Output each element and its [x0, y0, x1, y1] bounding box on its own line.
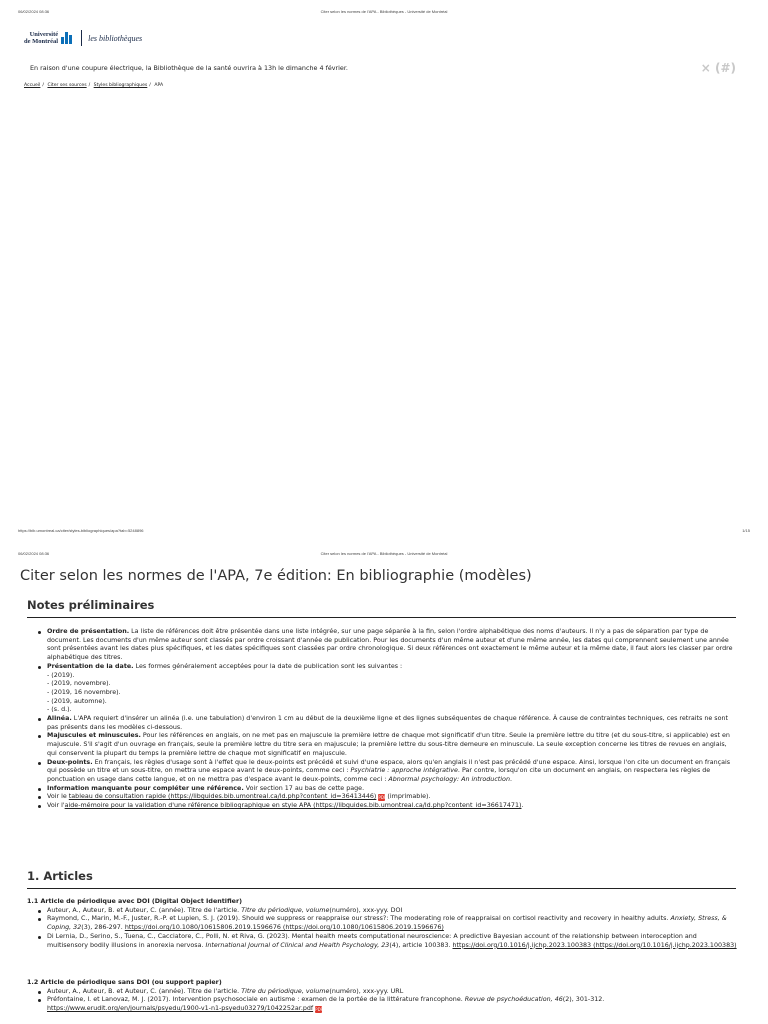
list-item — [37, 715, 737, 732]
note-text: . — [509, 775, 512, 783]
ref-text: (numéro), xxx-yyy. URL — [329, 987, 404, 995]
ref-journal: Titre du périodique, volume — [241, 987, 330, 995]
list-item — [37, 793, 737, 802]
ref-text: Préfontaine, I. et Lanovaz, M. J. (2017). Intervention psychosociale en autisme : examen de la portée de la littérature francophone. — [47, 996, 465, 1004]
memo-link[interactable]: aide-mémoire pour la validation d'une référence bibliographique en style APA (https://libguides.bib.umontreal.ca/ld.php?content_id=36617471) — [64, 802, 522, 810]
print-title: Citer selon les normes de l'APA - Bibliothèques - Université de Montréal — [320, 9, 448, 14]
page-title: Citer selon les normes de l'APA, 7e édition: En bibliographie (modèles) — [20, 568, 532, 584]
note-label: Information manquante pour compléter une référence. — [47, 784, 244, 792]
note-label: Ordre de présentation. — [47, 628, 130, 635]
breadcrumb-sep: / — [149, 83, 151, 88]
breadcrumb-sep: / — [42, 83, 44, 88]
logo-divider — [81, 30, 82, 46]
pdf-icon: PDF — [378, 795, 387, 801]
date-form: - (2019). — [47, 671, 75, 679]
note-text: Voir le — [47, 793, 69, 801]
print-url: https://bib.umontreal.ca/citer/styles-bibliographiques/apa?tab=5248896 — [18, 528, 144, 533]
date-form: - (2019, automne). — [47, 697, 107, 705]
list-item — [37, 933, 739, 950]
note-label: Majuscules et minuscules. — [47, 732, 141, 740]
ref-journal: International Journal of Clinical and Health Psychology, 23 — [205, 941, 390, 949]
note-label: Présentation de la date. — [47, 662, 134, 670]
logo-line2: de Montréal — [24, 38, 59, 45]
note-text: (imprimable). — [385, 793, 431, 801]
note-label: Alinéa. — [47, 715, 72, 723]
doi-link[interactable]: https://doi.org/10.1080/10615806.2019.1596676 (https://doi.org/10.1080/10615806.2019.1596676) — [124, 924, 444, 932]
ref-text: (3), 286-297. — [81, 924, 125, 932]
ref-text: Raymond, C., Marin, M.-F., Juster, R.-P. et Lupien, S. J. (2019). Should we suppress or reappraise our stress?: The moderating role of reappraisal on cortisol reactivity and recovery in healthy adults. — [47, 915, 671, 923]
ref-journal: Revue de psychoéducation, 46 — [464, 996, 563, 1004]
note-text: L'APA requiert d'insérer un alinéa (i.e. une tabulation) d'environ 1 cm au début de la deuxième ligne et des lignes subséquentes de chaque référence. À cause de contraintes techniques, ces retraits ne sont pas présents dans les modèles ci-dessous. — [47, 715, 728, 731]
date-form: - (2019, 16 novembre). — [47, 688, 121, 696]
note-text: En français, les règles d'usage sont à l'effet que le deux-points est précédé et suivi d'une espace, alors qu'en anglais il n'est pas précédé d'une espace. Ainsi, lorsque l'on cite un document en français qui possède un titre et un sous-titre, on mettra une espace avant le deux-points, comme ceci : — [47, 758, 731, 775]
ref-text: (2), 301-312. — [562, 996, 605, 1004]
ref-text: (numéro), xxx-yyy. DOI — [329, 906, 403, 914]
erudit-link[interactable]: https://www.erudit.org/en/journals/psyedu/1900-v1-n1-psyedu03279/1042252ar.pdf — [47, 1005, 314, 1013]
logo-line1: Université — [29, 31, 59, 38]
articles-heading: 1. Articles — [27, 869, 93, 883]
breadcrumb-current: APA — [154, 83, 164, 88]
breadcrumb-sep: / — [88, 83, 91, 88]
list-item — [37, 759, 737, 785]
alert-notice: En raison d'une coupure électrique, la Bibliothèque de la santé ouvrira à 13h le dimanche 4 février. — [30, 64, 348, 72]
libraries-wordmark: les bibliothèques — [88, 33, 143, 43]
example-en: Abnormal psychology: An introduction — [388, 775, 510, 783]
section-title: 1.1 Article de périodique avec DOI (Digital Object Identifier) — [27, 898, 243, 905]
ref-journal: Titre du périodique, volume — [241, 906, 330, 914]
note-text: La liste de références doit être présentée dans une liste intégrée, sur une page séparée à la fin, selon l'ordre alphabétique des noms d'auteurs. Il n'y a pas de séparation par type de document. Les documents d'un même auteur sont classés par ordre croissant d'année de publication. Pour les documents d'un même auteur et d'une même année, les dates qui comprennent seulement une année sont présentées avant les dates plus spécifiques, et les dates spécifiques sont classées par ordre chronologique. Si deux références ont exactement le même auteur et la même date, il faut alors les classer par ordre alphabétique des titres. — [47, 628, 733, 662]
note-text: Voir l' — [47, 802, 65, 810]
ref-text: Auteur, A., Auteur, B. et Auteur, C. (année). Titre de l'article. — [47, 987, 242, 995]
note-text: Pour les références en anglais, on ne met pas en majuscule la première lettre de chaque mot significatif d'un titre. Seule la première lettre du titre (et du sous-titre, si applicable) est en majuscule. S'il s'agit d'un ouvrage en français, seule la première lettre du titre sera en majuscule; la première lettre du sous-titre demeure en minuscule. La seule exception concerne les titres de revues en anglais, qui conservent la plupart du temps la première lettre de chaque mot significatif en majuscule. — [47, 732, 730, 757]
section-1-2 — [27, 979, 739, 1014]
date-form: - (2019, novembre). — [47, 680, 111, 688]
ref-text: Di Lernia, D., Serino, S., Tuena, C., Cacciatore, C., Polli, N. et Riva, G. (2023). Mental health meets computational neuroscience: A predictive Bayesian account of the relationship between interoception and multisensory bodily illusions in anorexia nervosa. — [47, 932, 697, 949]
breadcrumb-home[interactable]: Accueil — [24, 83, 41, 88]
print-date: 06/02/2024 08:36 — [18, 9, 50, 14]
list-item — [37, 915, 739, 932]
notes-list — [37, 628, 737, 811]
ref-journal: Anxiety, Stress, & Coping, 32 — [47, 915, 727, 932]
list-item — [37, 663, 737, 715]
date-form: - (s. d.). — [47, 706, 72, 714]
pdf-icon: PDF — [315, 1007, 323, 1013]
print-date: 06/02/2024 08:36 — [18, 551, 50, 556]
quick-reference-link[interactable]: tableau de consultation rapide (https://libguides.bib.umontreal.ca/ld.php?content_id=36413446) — [68, 793, 377, 801]
list-item — [37, 802, 737, 811]
divider — [27, 888, 736, 889]
print-title: Citer selon les normes de l'APA - Bibliothèques - Université de Montréal — [320, 551, 448, 556]
divider — [27, 617, 736, 618]
note-text: . — [521, 802, 524, 810]
udem-wordmark — [24, 31, 58, 45]
breadcrumb-citer[interactable]: Citer ses sources — [47, 83, 87, 88]
list-item — [37, 785, 737, 794]
doi-link[interactable]: https://doi.org/10.1016/j.ijchp.2023.100383 (https://doi.org/10.1016/j.ijchp.2023.100383) — [452, 941, 737, 949]
ref-text: (4), article 100383. — [389, 941, 453, 949]
udem-logo[interactable] — [24, 28, 142, 48]
list-item — [37, 628, 737, 663]
note-text: Les formes généralement acceptées pour la date de publication sont les suivantes : — [133, 662, 403, 670]
list-item — [37, 732, 737, 758]
note-label: Deux-points. — [47, 758, 93, 766]
close-alert-button[interactable]: × (#) — [700, 61, 736, 75]
breadcrumb-styles[interactable]: Styles bibliographiques — [93, 83, 148, 88]
print-page-number: 1/15 — [742, 528, 750, 533]
towers-icon — [61, 32, 75, 44]
ref-text: Auteur, A., Auteur, B. et Auteur, C. (année). Titre de l'article. — [47, 906, 242, 914]
note-text: . Par contre, lorsqu'on cite un document en anglais, on respectera les règles de ponctuation en usage dans cette langue, et on ne mettra pas d'espace avant le deux-points, comme ceci : — [47, 767, 711, 783]
example-fr: Psychiatrie : approche intégrative — [350, 767, 458, 775]
note-text: Voir section 17 au bas de cette page. — [243, 784, 365, 792]
section-1-1 — [27, 898, 739, 950]
breadcrumb — [24, 83, 163, 88]
list-item — [37, 996, 739, 1013]
notes-heading: Notes préliminaires — [27, 598, 155, 612]
section-title: 1.2 Article de périodique sans DOI (ou support papier) — [27, 979, 222, 986]
